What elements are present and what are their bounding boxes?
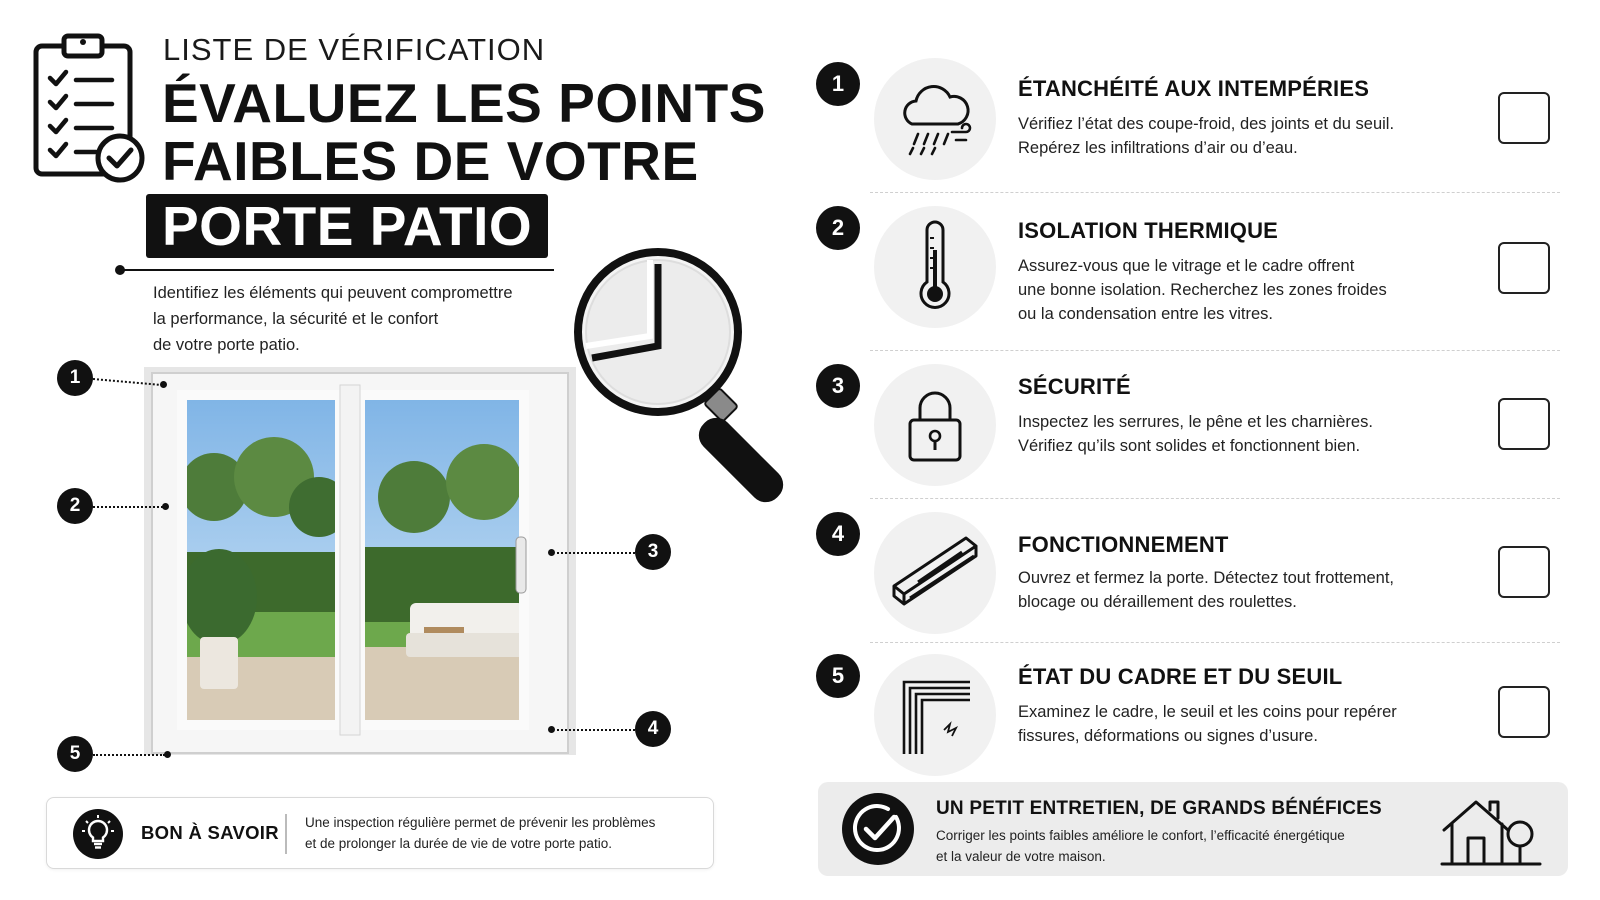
title-rule: [118, 269, 554, 271]
title-rule-dot: [115, 265, 125, 275]
tip-title: BON À SAVOIR: [141, 822, 279, 843]
door-marker-4: 4: [635, 711, 671, 747]
door-marker-5: 5: [57, 736, 93, 772]
item-description-line: Ouvrez et fermez la porte. Détectez tout frottement,: [1018, 569, 1394, 587]
item-description-line: Inspectez les serrures, le pêne et les charnières.: [1018, 413, 1373, 431]
item-number: 5: [816, 654, 860, 698]
item-number: 4: [816, 512, 860, 556]
door-leader-dot-4: [548, 726, 555, 733]
patio-door-illustration: [144, 367, 576, 763]
check-badge-icon: [842, 793, 914, 865]
checkbox-item-2[interactable]: [1498, 242, 1550, 294]
door-leader-4: [552, 729, 635, 731]
checklist-item-4: [816, 512, 1568, 636]
item-description: [1018, 112, 1448, 160]
item-number: 2: [816, 206, 860, 250]
item-description: [1018, 410, 1448, 458]
page-title-line-1: ÉVALUEZ LES POINTS: [162, 72, 766, 134]
checklist-divider: [870, 642, 1560, 643]
checkbox-item-4[interactable]: [1498, 546, 1550, 598]
tip-text: [305, 812, 705, 854]
item-number: 1: [816, 62, 860, 106]
sliding-track-icon: [874, 512, 996, 634]
cracked-frame-icon: [874, 654, 996, 776]
checklist-item-5: [816, 654, 1568, 776]
item-description-line: fissures, déformations ou signes d’usure.: [1018, 727, 1318, 745]
item-title: ÉTANCHÉITÉ AUX INTEMPÉRIES: [1018, 76, 1370, 101]
tip-text-line: Une inspection régulière permet de prévenir les problèmes: [305, 815, 656, 830]
door-leader-dot-2: [162, 503, 169, 510]
item-title: ISOLATION THERMIQUE: [1018, 218, 1279, 243]
page-title: [162, 74, 766, 190]
tip-separator: [285, 814, 287, 854]
checklist-item-3: [816, 364, 1568, 488]
item-description-line: Vérifiez qu’ils sont solides et fonctionnent bien.: [1018, 437, 1361, 455]
eyebrow-title: LISTE DE VÉRIFICATION: [163, 32, 546, 67]
banner-text-line: et la valeur de votre maison.: [936, 849, 1106, 864]
door-leader-5: [93, 754, 165, 756]
thermometer-icon: [874, 206, 996, 328]
item-description-line: Repérez les infiltrations d’air ou d’eau.: [1018, 139, 1298, 157]
item-description-line: une bonne isolation. Recherchez les zones froides: [1018, 281, 1387, 299]
banner-text: [936, 825, 1396, 867]
checklist-item-1: [816, 58, 1568, 182]
banner-text-line: Corriger les points faibles améliore le confort, l’efficacité énergétique: [936, 828, 1345, 843]
item-description-line: Examinez le cadre, le seuil et les coins pour repérer: [1018, 703, 1397, 721]
benefit-banner: [818, 782, 1568, 876]
door-leader-dot-1: [160, 381, 167, 388]
page-title-line-2: FAIBLES DE VOTRE: [162, 130, 699, 192]
door-marker-3: 3: [635, 534, 671, 570]
intro-line: de votre porte patio.: [153, 336, 300, 354]
item-number: 3: [816, 364, 860, 408]
padlock-icon: [874, 364, 996, 486]
item-description-line: Assurez-vous que le vitrage et le cadre offrent: [1018, 257, 1355, 275]
item-title: SÉCURITÉ: [1018, 374, 1131, 399]
checkbox-item-1[interactable]: [1498, 92, 1550, 144]
item-description: [1018, 566, 1448, 614]
checklist-divider: [870, 350, 1560, 351]
lightbulb-icon: [73, 809, 123, 859]
door-leader-3: [552, 552, 635, 554]
tip-text-line: et de prolonger la durée de vie de votre porte patio.: [305, 836, 612, 851]
item-title: ÉTAT DU CADRE ET DU SEUIL: [1018, 664, 1343, 689]
checklist-divider: [870, 498, 1560, 499]
door-marker-1: 1: [57, 360, 93, 396]
door-marker-2: 2: [57, 488, 93, 524]
tip-box: [46, 797, 714, 869]
checklist-divider: [870, 192, 1560, 193]
item-description: [1018, 700, 1448, 748]
banner-title: UN PETIT ENTRETIEN, DE GRANDS BÉNÉFICES: [936, 798, 1382, 819]
item-description: [1018, 254, 1448, 326]
checklist-item-2: [816, 206, 1568, 330]
clipboard-checklist-icon: [30, 28, 148, 186]
door-leader-dot-5: [164, 751, 171, 758]
magnifying-glass-icon: [572, 246, 820, 508]
intro-line: Identifiez les éléments qui peuvent compromettre: [153, 284, 513, 302]
intro-line: la performance, la sécurité et le confort: [153, 310, 439, 328]
item-description-line: blocage ou déraillement des roulettes.: [1018, 593, 1297, 611]
weather-cloud-icon: [874, 58, 996, 180]
item-title: FONCTIONNEMENT: [1018, 532, 1229, 557]
intro-text: [153, 280, 573, 358]
house-tree-icon: [1440, 792, 1544, 868]
item-description-line: Vérifiez l’état des coupe-froid, des joints et du seuil.: [1018, 115, 1395, 133]
door-leader-dot-3: [548, 549, 555, 556]
item-description-line: ou la condensation entre les vitres.: [1018, 305, 1273, 323]
page-title-highlight: PORTE PATIO: [146, 194, 548, 258]
checkbox-item-3[interactable]: [1498, 398, 1550, 450]
door-leader-2: [93, 506, 163, 508]
checkbox-item-5[interactable]: [1498, 686, 1550, 738]
